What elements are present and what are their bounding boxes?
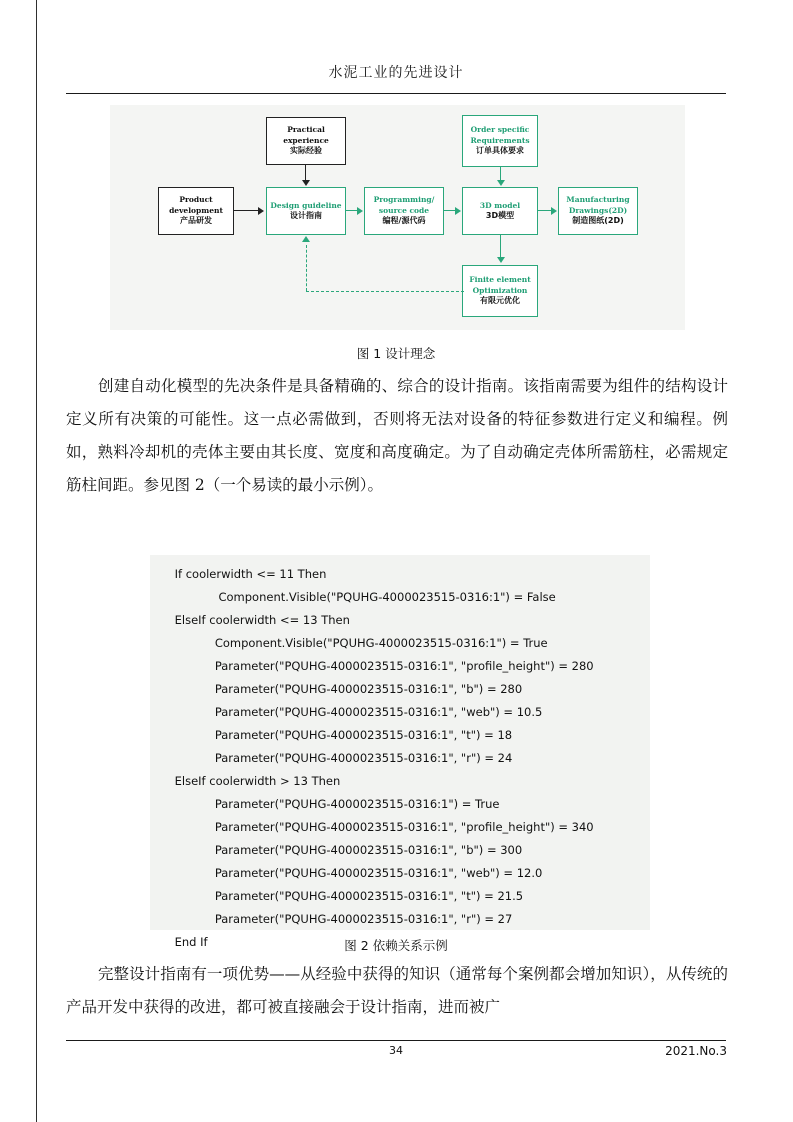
flow-node-product-development-en: Product development [169, 195, 223, 215]
flow-arrowhead-3dmodel-to-drawings [551, 207, 557, 215]
flow-node-finite-element-optimization-cn: 有限元优化 [480, 295, 520, 305]
flow-arrowhead-product-to-guideline [258, 207, 264, 215]
code-line: Component.Visible("PQUHG-4000023515-0316:1") = False [160, 590, 556, 604]
figure-1-flowchart [110, 105, 685, 330]
flow-arrowhead-3dmodel-to-fem [497, 257, 505, 263]
flow-node-finite-element-optimization-en: Finite element Optimization [469, 275, 531, 295]
code-line: Parameter("PQUHG-4000023515-0316:1", "profile_height") = 280 [160, 659, 594, 673]
code-line: If coolerwidth <= 11 Then [160, 567, 327, 581]
code-line: Parameter("PQUHG-4000023515-0316:1", "web") = 12.0 [160, 866, 543, 880]
figure-2-caption: 图 2 依赖关系示例 [344, 938, 448, 953]
code-line: Parameter("PQUHG-4000023515-0316:1", "t") = 21.5 [160, 889, 524, 903]
issue-label: 2021.No.3 [665, 1044, 727, 1058]
header-divider [66, 93, 726, 94]
flow-arrow-product-to-guideline [234, 210, 258, 211]
flow-arrowhead-feedback-to-guideline [302, 236, 310, 242]
flow-node-programming-source-code [364, 187, 444, 235]
flow-arrowhead-programming-to-3dmodel [455, 207, 461, 215]
page-number: 34 [389, 1044, 403, 1057]
flow-node-manufacturing-drawings-cn: 制造图纸(2D) [572, 215, 624, 225]
flow-node-practical-experience-en: Practical experience [283, 125, 329, 145]
flow-dashed-feedback-vertical [306, 245, 307, 291]
code-line: Parameter("PQUHG-4000023515-0316:1", "web") = 10.5 [160, 705, 543, 719]
flow-node-programming-source-code-cn: 编程/源代码 [382, 215, 426, 225]
code-line: Parameter("PQUHG-4000023515-0316:1", "b") = 280 [160, 682, 523, 696]
flow-node-order-requirements [462, 115, 538, 167]
flow-arrow-3dmodel-to-fem [500, 235, 501, 257]
code-line: Parameter("PQUHG-4000023515-0316:1", "r") = 27 [160, 912, 513, 926]
flow-node-manufacturing-drawings [558, 187, 638, 235]
page-header: 水泥工业的先进设计 [328, 65, 464, 81]
footer-divider [66, 1040, 726, 1041]
flow-arrow-requirements-to-3dmodel [500, 167, 501, 181]
paragraph-1: 创建自动化模型的先决条件是具备精确的、综合的设计指南。该指南需要为组件的结构设计定义所有决策的可能性。这一点必需做到，否则将无法对设备的特征参数进行定义和编程。例如，熟料冷却机的壳体主要由其长度、宽度和高度确定。为了自动确定壳体所需筋柱，必需规定筋柱间距。参见图 2（一个易读的最小示例）。 [66, 377, 728, 494]
flow-node-3d-model-en: 3D model [479, 200, 521, 210]
flow-node-programming-source-code-en: Programming/ source code [373, 195, 435, 215]
flow-arrowhead-experience-to-guideline [302, 180, 310, 186]
flow-node-design-guideline-cn: 设计指南 [290, 210, 322, 220]
flow-node-order-requirements-cn: 订单具体要求 [476, 145, 524, 155]
flow-arrow-experience-to-guideline [305, 165, 306, 181]
code-line: Parameter("PQUHG-4000023515-0316:1", "profile_height") = 340 [160, 820, 594, 834]
flow-arrow-3dmodel-to-drawings [538, 210, 552, 211]
code-line: End If [160, 935, 208, 949]
figure-1-caption: 图 1 设计理念 [356, 346, 436, 361]
flow-node-practical-experience-cn: 实际经验 [290, 145, 322, 155]
flow-node-3d-model-cn: 3D模型 [485, 210, 515, 220]
flow-node-product-development [158, 187, 234, 235]
flow-node-product-development-cn: 产品研发 [180, 215, 212, 225]
code-line: Parameter("PQUHG-4000023515-0316:1", "r") = 24 [160, 751, 513, 765]
flow-node-design-guideline [266, 187, 346, 235]
flow-node-3d-model [462, 187, 538, 235]
code-line: ElseIf coolerwidth <= 13 Then [160, 613, 350, 627]
flow-node-order-requirements-en: Order specific Requirements [470, 125, 530, 145]
flow-arrowhead-requirements-to-3dmodel [497, 180, 505, 186]
flow-node-finite-element-optimization [462, 265, 538, 317]
flow-node-manufacturing-drawings-en: Manufacturing Drawings(2D) [566, 195, 630, 215]
code-line: Component.Visible("PQUHG-4000023515-0316:1") = True [160, 636, 548, 650]
flow-node-design-guideline-en: Design guideline [270, 200, 342, 210]
flow-dashed-feedback-horizontal [306, 291, 464, 292]
flow-node-practical-experience [266, 117, 346, 165]
flow-arrowhead-guideline-to-programming [357, 207, 363, 215]
code-line: Parameter("PQUHG-4000023515-0316:1", "t") = 18 [160, 728, 513, 742]
code-line: Parameter("PQUHG-4000023515-0316:1") = True [160, 797, 500, 811]
paragraph-2: 完整设计指南有一项优势——从经验中获得的知识（通常每个案例都会增加知识），从传统的产品开发中获得的改进，都可被直接融会于设计指南，进而被广 [66, 965, 728, 1016]
code-line: Parameter("PQUHG-4000023515-0316:1", "b") = 300 [160, 843, 523, 857]
left-margin-rule [36, 0, 37, 1122]
code-line: ElseIf coolerwidth > 13 Then [160, 774, 341, 788]
